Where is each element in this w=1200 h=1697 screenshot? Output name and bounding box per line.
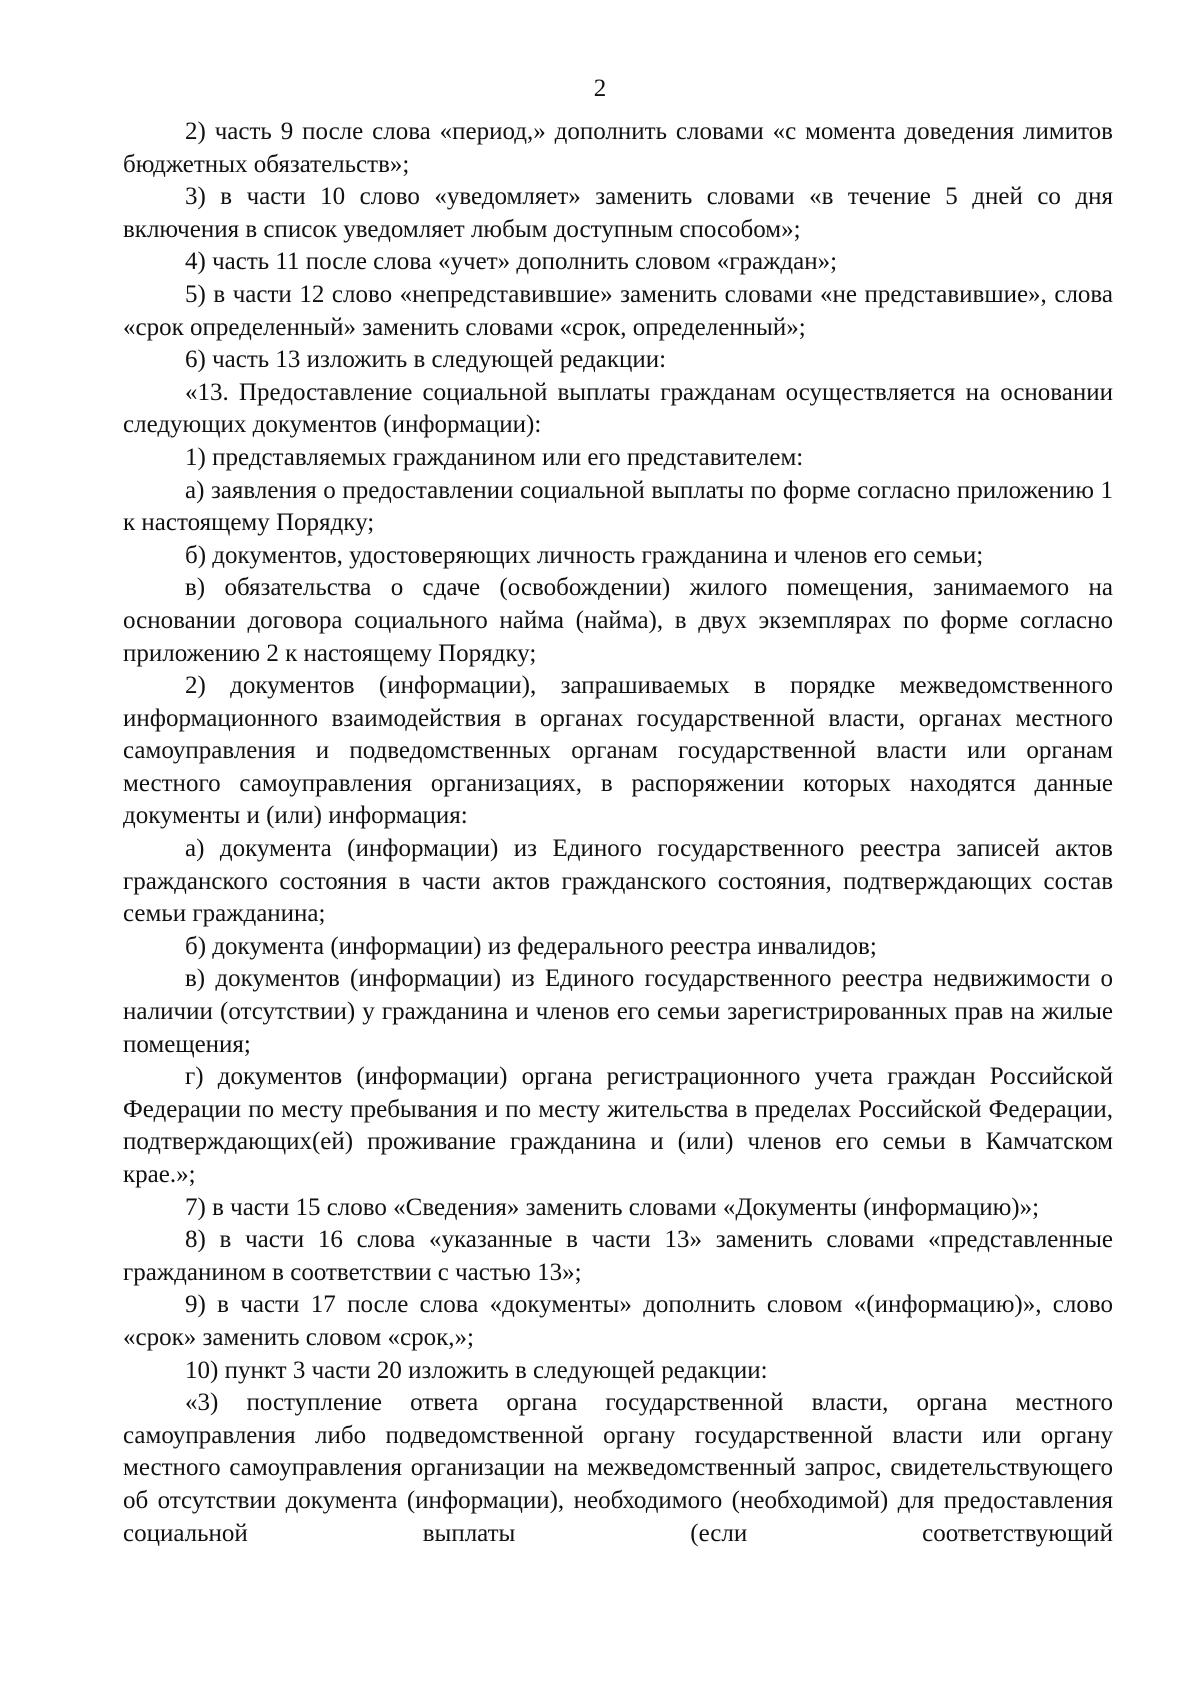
paragraph-amendment-7: 7) в части 15 слово «Сведения» заменить словами «Документы (информацию)»; (185, 1193, 1040, 1221)
document-body (123, 116, 1113, 1550)
paragraph-amendment-4: 4) часть 11 после слова «учет» дополнить словом «граждан»; (185, 248, 838, 276)
paragraph-item-1v: в) обязательства о сдаче (освобождении) жилого помещения, занимаемого на основании договора социального найма (найма), в двух экземплярах по форме согласно приложению 2 к настоящему Порядку; (123, 574, 1113, 667)
paragraph-amendment-6: 6) часть 13 изложить в следующей редакции: (185, 346, 667, 374)
paragraph-amendment-5: 5) в части 12 слово «непредставившие» заменить словами «не представившие», слова «срок определенный» заменить словами «срок, определенный»; (123, 280, 1113, 341)
paragraph-item-1b: б) документов, удостоверяющих личность гражданина и членов его семьи; (185, 541, 984, 569)
page-number: 2 (593, 75, 607, 102)
paragraph-amendment-8: 8) в части 16 слова «указанные в части 13» заменить словами «представленные гражданином в соответствии с частью 13»; (123, 1226, 1113, 1286)
paragraph-point-3: «3) поступление ответа органа государственной власти, органа местного самоуправления либо подведомственной органу государственной власти или органу местного самоуправления организации на межведомственный запрос, свидетельствующего об отсутствии документа (информации), необходимого (необходимой) для предоставления социальной выплаты (если соответствующий (123, 1389, 1113, 1547)
paragraph-part-13: «13. Предоставление социальной выплаты гражданам осуществляется на основании следующих документов (информации): (123, 378, 1113, 439)
paragraph-amendment-10: 10) пункт 3 части 20 изложить в следующей редакции: (185, 1356, 768, 1384)
paragraph-amendment-3: 3) в части 10 слово «уведомляет» заменить словами «в течение 5 дней со дня включения в список уведомляет любым доступным способом»; (123, 183, 1113, 243)
paragraph-item-1a: а) заявления о предоставлении социальной выплаты по форме согласно приложению 1 к настоящему Порядку; (123, 476, 1113, 537)
paragraph-item-2a: а) документа (информации) из Единого государственного реестра записей актов гражданского состояния в части актов гражданского состояния, подтверждающих состав семьи гражданина; (123, 835, 1113, 928)
paragraph-item-2v: в) документов (информации) из Единого государственного реестра недвижимости о наличии (отсутствии) у гражданина и членов его семьи зарегистрированных прав на жилые помещения; (123, 965, 1113, 1058)
paragraph-amendment-9: 9) в части 17 после слова «документы» дополнить словом «(информацию)», слово «срок» заменить словом «срок,»; (123, 1291, 1113, 1351)
paragraph-item-2: 2) документов (информации), запрашиваемых в порядке межведомственного информационного взаимодействия в органах государственной власти, органах местного самоуправления и подведомственных органам государственной власти или органам местного самоуправления организациях, в распоряжении которых находятся данные документы и (или) информация: (123, 672, 1113, 830)
paragraph-item-2b: б) документа (информации) из федерального реестра инвалидов; (185, 932, 877, 960)
paragraph-item-2g: г) документов (информации) органа регистрационного учета граждан Российской Федерации по месту пребывания и по месту жительства в пределах Российской Федерации, подтверждающих(ей) проживание гражданина и (или) членов его семьи в Камчатском крае.»; (123, 1063, 1113, 1188)
paragraph-amendment-2: 2) часть 9 после слова «период,» дополнить словами «с момента доведения лимитов бюджетных обязательств»; (123, 118, 1113, 178)
paragraph-item-1: 1) представляемых гражданином или его представителем: (185, 443, 804, 471)
